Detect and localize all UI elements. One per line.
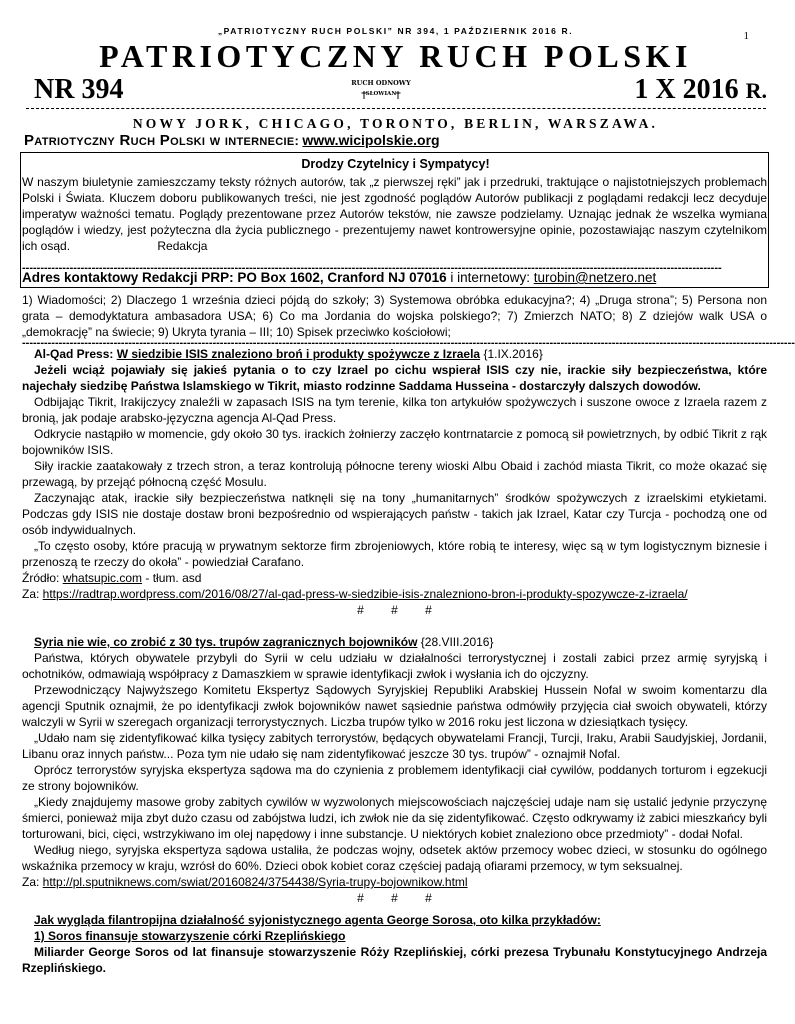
source-line: Źródło: whatsupic.com - tłum. asd [22, 571, 202, 585]
section-separator: # # # [357, 891, 432, 905]
paragraph: Siły irackie zaatakowały z trzech stron, a teraz kontrolują północne tereny wioski Albu Obaid i zachód miasta Tikrit, co może okazać się przewagą, by przejąć północną część Mosulu. [22, 459, 767, 489]
issue-date: 1 X 2016 R. [634, 74, 767, 105]
paragraph: Przewodniczący Najwyższego Komitetu Ekspertyz Sądowych Syryjskiej Republiki Arabskiej Hussein Nofal w swoim komentarzu dla agencji Sputnik oznajmił, że po identyfikacji zwłok bojowników nawet sąsiednie państwa odmówiły przyjęcia ciał swoich obywateli, którzy walczyli w Syrii w szeregach organizacji terrorystycznych. Liczba trupów tylko w 2016 roku jest liczona w dziesiątkach tysięcy. [22, 683, 767, 729]
contact-email-link[interactable]: turobin@netzero.net [533, 270, 657, 285]
paragraph: Według niego, syryjska ekspertyza sądowa ustaliła, że podczas wojny, odsetek aktów przemocy wobec dzieci, w stosunku do ogólnego wskaźnika przemocy w kraju, wzrósł do 60%. Dzieci obok kobiet coraz częściej padają ofiarami przemocy, w tym seksualnej. [22, 843, 767, 873]
za-line: Za: http://pl.sputniknews.com/swiat/20160824/3754438/Syria-trupy-bojownikow.html [22, 875, 468, 889]
article-isis-israel: Al-Qad Press: W siedzibie ISIS znaleziono broń i produkty spożywcze z Izraela {1.IX.2016} Jeżeli wciąż pojawiały się jakieś pytania o to czy Izrael po cichu wspierał ISIS czy nie, irackie siły bezpieczeństwa, które najechały siedzibę Państwa Islamskiego w Tikrit, miasto rodzinne Saddama Husseina - dostarczyły dalszych dowodów. Odbijając Tikrit, Irakijczycy znaleźli w zapasach ISIS na tym terenie, kilka ton artykułów spożywczych i suszone owoce z Izraela razem z bronią, jak podaje arabsko-języczna agencja Al-Qad Press. Odkrycie nastąpiło w momencie, gdy około 30 tys. irackich żołnierzy zaczęło kontrnatarcie z pomocą sił powietrznych, by odbić Tikrit z rąk bojowników ISIS. Siły irackie zaatakowały z trzech stron, a teraz kontrolują północne tereny wioski Albu Obaid i zachód miasta Tikrit, co może okazać się przewagą, by przejąć północną część Mosulu. Zaczynając atak, irackie siły bezpieczeństwa natknęli się na tony „humanitarnych” środków spożywczych z izraelskimi etykietami. Podczas gdy ISIS nie dostaje dostaw broni bezpośrednio od wspierających państw - takich jak Izrael, Katar czy Turcja - pochodzą one od osób indywidualnych. „To często osoby, które pracują w prywatnym sektorze firm zbrojeniowych, które robią te interesy, więc są w tym logistycznym biznesie i przenoszą te rzeczy do okoła” - powiedział Carafano. Źródło: whatsupic.com - tłum. asd Za: https://radtrap.wordpress.com/2016/08/27/al-qad-press-w-siedzibie-isis-znalezniono-bron-i-produkty-spozywcze-z-izraela/ # # # [22, 347, 767, 617]
article-title: Jak wygląda filantropijna działalność syjonistycznego agenta George Sorosa, oto kilka przykładów: [34, 913, 601, 927]
paragraph: Zaczynając atak, irackie siły bezpieczeństwa natknęli się na tony „humanitarnych” środków spożywczych z izraelskimi etykietami. Podczas gdy ISIS nie dostaje dostaw broni bezpośrednio od wspierających państw - takich jak Izrael, Katar czy Turcja - pochodzą one od osób indywidualnych. [22, 491, 767, 537]
paragraph: „Udało nam się zidentyfikować kilka tysięcy zabitych terrorystów, będących obywatelami Francji, Turcji, Iraku, Arabii Saudyjskiej, Jordanii, Libanu oraz innych państw... Poza tym nie udało się nam zidentyfikować jeszcze 30 tys. trupów” - oznajmił Nofal. [22, 731, 767, 761]
editorial-divider: ----------------------------------------------------------------------------------------------------------------------------------------------------------------------------------------------- [22, 262, 722, 274]
internet-label: Patriotyczny Ruch Polski w internecie [24, 132, 295, 149]
editorial-signature: Redakcja [157, 239, 208, 253]
masthead-title: PATRIOTYCZNY RUCH POLSKI [99, 38, 692, 74]
article-subtitle: 1) Soros finansuje stowarzyszenie córki Rzeplińskiego [34, 929, 346, 943]
paragraph: „Kiedy znajdujemy masowe groby zabitych cywilów w wyzwolonych miejscowościach najczęściej udaje nam się ustalić jedynie przyczynę śmierci, ponieważ mija zbyt dużo czasu od zabójstwa ludzi, ich zwłok nie da się zidentyfikować. Często odkrywamy iż zabici mieszkańcy byli torturowani, bici, cięci, wstrzykiwano im olej napędowy i inne substancje. U niektórych kobiet znaleziono obce przedmioty” - dodał Nofal. [22, 795, 767, 841]
page-number: 1 [743, 30, 749, 42]
article-soros [22, 912, 767, 976]
article-lead: Miliarder George Soros od lat finansuje stowarzyszenie Róży Rzeplińskiej, córki prezesa Trybunału Konstytucyjnego Andrzeja Rzeplińskiego. [22, 945, 767, 975]
table-of-contents: 1) Wiadomości; 2) Dlaczego 1 września dzieci pójdą do szkoły; 3) Systemowa obróbka edukacyjna?; 4) „Druga strona”; 5) Persona non grata – demodyktatura ambasadora USA; 6) Co ma Jordania do wojska polskiego?; 7) Zmierzch NATO; 8) Z dziejów walk USA o „demokrację” na świecie; 9) Ukryta tyrania – III; 10) Spisek przeciwko kościołowi; [22, 293, 767, 339]
editorial-heading: Drodzy Czytelnicy i Sympatycy! [301, 157, 490, 171]
running-head: „PATRIOTYCZNY RUCH POLSKI” NR 394, 1 PAŹDZIERNIK 2016 R. [217, 26, 574, 36]
za-line: Za: https://radtrap.wordpress.com/2016/08/27/al-qad-press-w-siedzibie-isis-znalezniono-bron-i-produkty-spozywcze-z-izraela/ [22, 587, 688, 601]
internet-line: Patriotyczny Ruch Polski w internecie: www.wicipolskie.org [24, 132, 440, 149]
paragraph: Oprócz terrorystów syryjska ekspertyza sądowa ma do czynienia z problemem identyfikacji ciał cywilów, poddanych torturom i egzekucji ze strony bojowników. [22, 763, 767, 793]
logo-line-2: SŁOWIAN [365, 91, 397, 97]
contact-line: Adres kontaktowy Redakcji PRP: PO Box 1602, Cranford NJ 07016 i internetowy: turobin@netzero.net [22, 270, 657, 285]
contact-address: : PO Box 1602, Cranford NJ 07016 [229, 270, 447, 285]
paragraph: Odbijając Tikrit, Irakijczycy znaleźli w zapasach ISIS na tym terenie, kilka ton artykułów spożywczych i suszone owoce z Izraela razem z bronią, jak podaje arabsko-języczna agencja Al-Qad Press. [22, 395, 767, 425]
article-title: W siedzibie ISIS znaleziono broń i produkty spożywcze z Izraela [116, 347, 481, 361]
cities-line: NOWY JORK, CHICAGO, TORONTO, BERLIN, WARSZAWA. [132, 116, 659, 131]
logo-line-1: RUCH ODNOWY [351, 79, 411, 87]
ruch-odnowy-slowian-logo [351, 77, 411, 101]
website-link[interactable]: www.wicipolskie.org [302, 132, 440, 148]
za-link[interactable]: http://pl.sputniknews.com/swiat/20160824/3754438/Syria-trupy-bojownikow.html [42, 875, 468, 889]
article-syria: Syria nie wie, co zrobić z 30 tys. trupów zagranicznych bojowników {28.VIII.2016} Państwa, których obywatele przybyli do Syrii w celu udziału w działalności terrorystycznej i zostali zabici przez armię syryjską i ochotników, odmawiają współpracy z Damaszkiem w sprawie identyfikacji zwłok i wysłania ich do ojczyzny. Przewodniczący Najwyższego Komitetu Ekspertyz Sądowych Syryjskiej Republiki Arabskiej Hussein Nofal w swoim komentarzu dla agencji Sputnik oznajmił, że po identyfikacji zwłok bojowników nawet sąsiednie państwa odmówiły przyjęcia ciał swoich obywateli, którzy walczyli w Syrii w szeregach organizacji terrorystycznych. Liczba trupów tylko w 2016 roku jest liczona w dziesiątkach tysięcy. „Udało nam się zidentyfikować kilka tysięcy zabitych terrorystów, będących obywatelami Francji, Turcji, Iraku, Arabii Saudyjskiej, Jordanii, Libanu oraz innych państw... Poza tym nie udało się nam zidentyfikować jeszcze 30 tys. trupów” - oznajmił Nofal. Oprócz terrorystów syryjska ekspertyza sądowa ma do czynienia z problemem identyfikacji ciał cywilów, poddanych torturom i egzekucji ze strony bojowników. „Kiedy znajdujemy masowe groby zabitych cywilów w wyzwolonych miejscowościach najczęściej udaje nam się ustalić jedynie przyczynę śmierci, ponieważ mija zbyt dużo czasu od zabójstwa ludzi, ich zwłok nie da się zidentyfikować. Często odkrywamy iż zabici mieszkańcy byli torturowani, bici, cięci, wstrzykiwano im olej napędowy i inne substancje. U niektórych kobiet znaleziono obce przedmioty” - dodał Nofal. Według niego, syryjska ekspertyza sądowa ustaliła, że podczas wojny, odsetek aktów przemocy wobec dzieci, w stosunku do ogólnego wskaźnika przemocy w kraju, wzrósł do 60%. Dzieci obok kobiet coraz częściej padają ofiarami przemocy, w tym seksualnej. Za: http://pl.sputniknews.com/swiat/20160824/3754438/Syria-trupy-bojownikow.html # # # [22, 635, 767, 905]
issue-number: NR 394 [34, 74, 124, 105]
editorial-text: W naszym biuletynie zamieszczamy teksty różnych autorów, tak „z pierwszej ręki” jak i przedruki, traktujące o najistotniejszych problemach Polski i Świata. Kluczem doboru publikowanych treści, nie jest zgodność poglądów Autorów publikacji z poglądami redakcji lecz decyduje imperatyw ważności tematu. Poglądy prezentowane przez Autorów tekstów, nie zawsze podzielamy. Uznając jednak że wszelka wymiana poglądów i wiedzy, jest pożyteczna dla życia publicznego - prezentujemy nawet kontrowersyjne opinie, pozostawiając naszym czytelnikom ich osąd. [22, 175, 767, 253]
paragraph: „To często osoby, które pracują w prywatnym sektorze firm zbrojeniowych, które robią te interesy, więc są w tym logistycznym biznesie i przenoszą te rzeczy do okoła” - powiedział Carafano. [22, 539, 767, 569]
paragraph: Państwa, których obywatele przybyli do Syrii w celu udziału w działalności terrorystycznej i zostali zabici przez armię syryjską i ochotników, odmawiają współpracy z Damaszkiem w sprawie identyfikacji zwłok i wysłania ich do ojczyzny. [22, 651, 767, 681]
header-divider [26, 108, 766, 109]
source-link[interactable]: whatsupic.com [62, 571, 143, 585]
contact-label: Adres kontaktowy Redakcji PRP [22, 270, 230, 285]
article-lead: Jeżeli wciąż pojawiały się jakieś pytania o to czy Izrael po cichu wspierał ISIS czy nie, irackie siły bezpieczeństwa, które najechały siedzibę Państwa Islamskiego w Tikrit, miasto rodzinne Saddama Husseina - dostarczyły dalszych dowodów. [22, 363, 767, 393]
za-link[interactable]: https://radtrap.wordpress.com/2016/08/27/al-qad-press-w-siedzibie-isis-znalezniono-bron-i-produkty-spozywcze-z-izraela/ [42, 587, 688, 601]
editorial-body [22, 174, 767, 254]
article-title: Syria nie wie, co zrobić z 30 tys. trupów zagranicznych bojowników [34, 635, 418, 649]
section-separator: # # # [357, 603, 432, 617]
paragraph: Odkrycie nastąpiło w momencie, gdy około 30 tys. irackich żołnierzy zaczęło kontrnatarcie z pomocą sił powietrznych, by odbić Tikrit z rąk bojowników ISIS. [22, 427, 767, 457]
toc-divider: ------------------------------------------------------------------------------------------------------------------------------------------------------------------------------------------------------------------- [22, 337, 795, 349]
